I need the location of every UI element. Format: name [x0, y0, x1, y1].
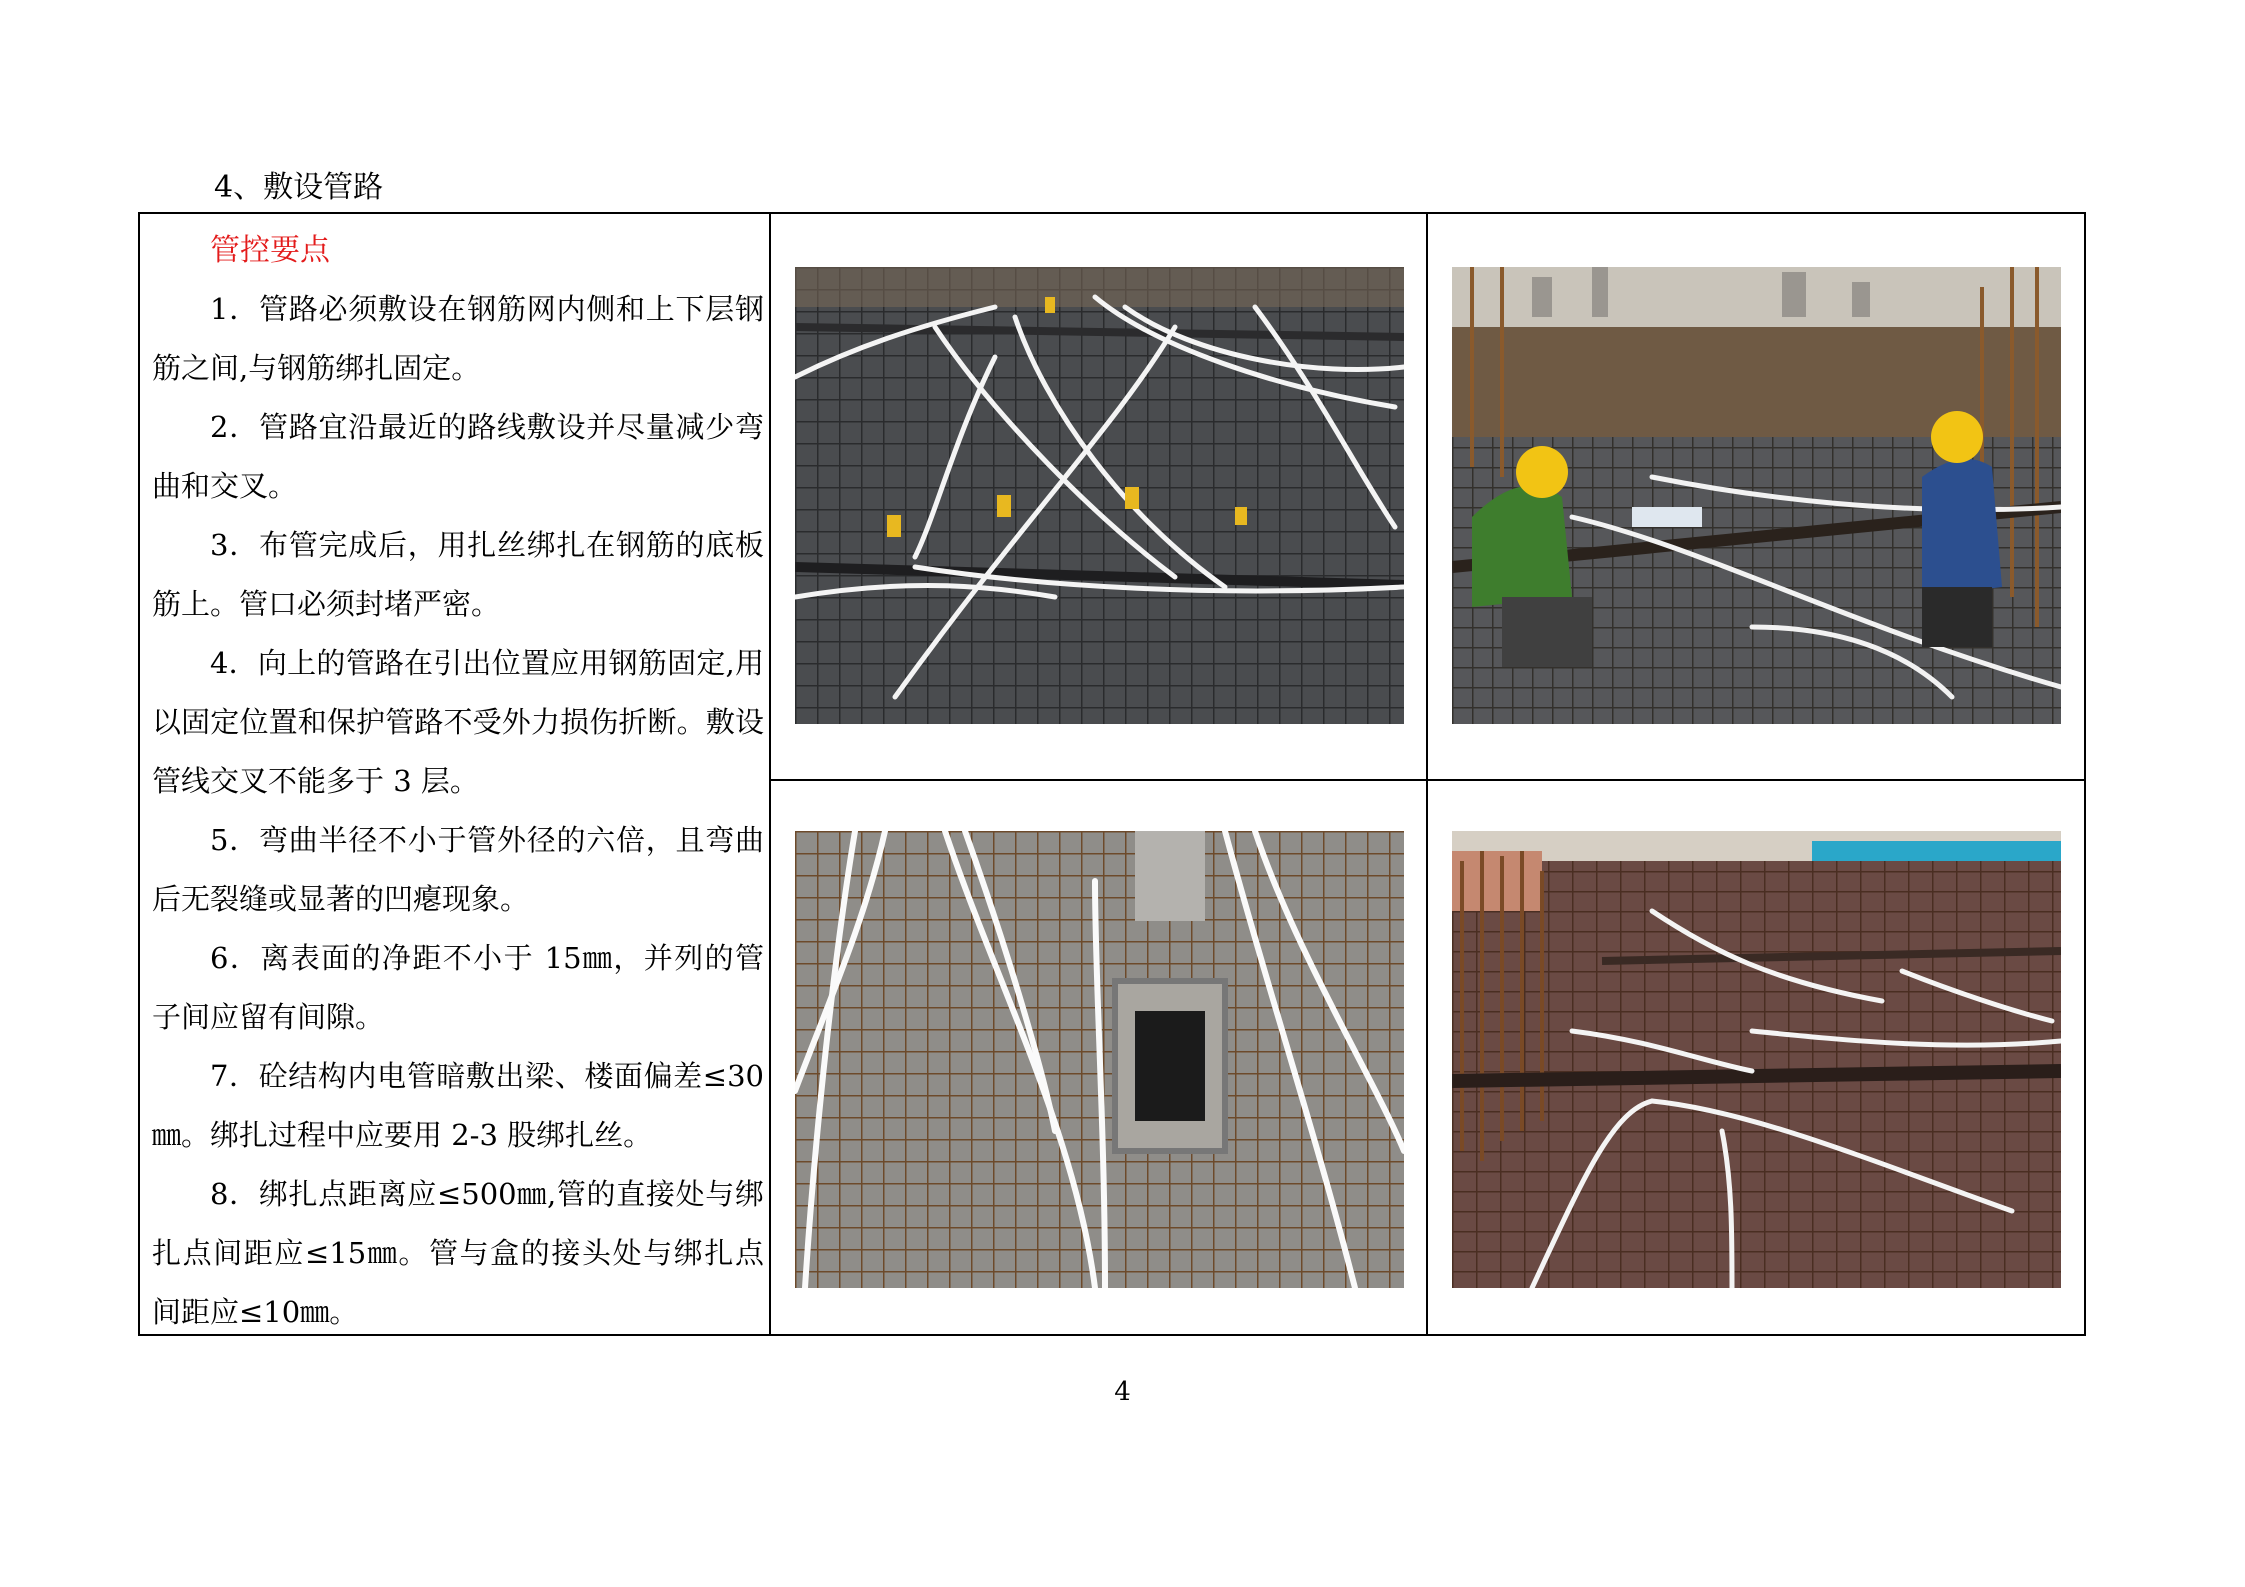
- photo-workers-tying: [1452, 267, 2061, 724]
- photo-conduit-opening: [795, 831, 1404, 1288]
- control-point: 1．管路必须敷设在钢筋网内侧和上下层钢筋之间,与钢筋绑扎固定。: [152, 292, 764, 385]
- page-number: 4: [1114, 1377, 1131, 1407]
- control-point: 6．离表面的净距不小于 15㎜，并列的管子间应留有间隙。: [152, 941, 764, 1034]
- photo-conduit-mesh: [795, 267, 1404, 724]
- control-points-column: [152, 222, 764, 1342]
- table-divider: [769, 214, 771, 1334]
- table-divider: [1426, 214, 1428, 1334]
- control-point: 4．向上的管路在引出位置应用钢筋固定,用以固定位置和保护管路不受外力损伤折断。敷设管线交叉不能多于 3 层。: [152, 646, 764, 798]
- section-title: 4、敷设管路: [214, 170, 384, 205]
- control-point: 8．绑扎点距离应≤500㎜,管的直接处与绑扎点间距应≤15㎜。管与盒的接头处与绑扎点间距应≤10㎜。: [152, 1177, 764, 1329]
- control-point: 3．布管完成后，用扎丝绑扎在钢筋的底板筋上。管口必须封堵严密。: [152, 528, 764, 621]
- control-point: 5．弯曲半径不小于管外径的六倍，且弯曲后无裂缝或显著的凹瘪现象。: [152, 823, 764, 916]
- control-point: 2．管路宜沿最近的路线敷设并尽量减少弯曲和交叉。: [152, 410, 764, 503]
- control-heading: 管控要点: [210, 233, 330, 268]
- photo-slab-network: [1452, 831, 2061, 1288]
- control-point: 7．砼结构内电管暗敷出梁、楼面偏差≤30㎜。绑扎过程中应要用 2-3 股绑扎丝。: [152, 1059, 764, 1152]
- control-points-table: [138, 212, 2086, 1336]
- table-divider: [771, 779, 2084, 781]
